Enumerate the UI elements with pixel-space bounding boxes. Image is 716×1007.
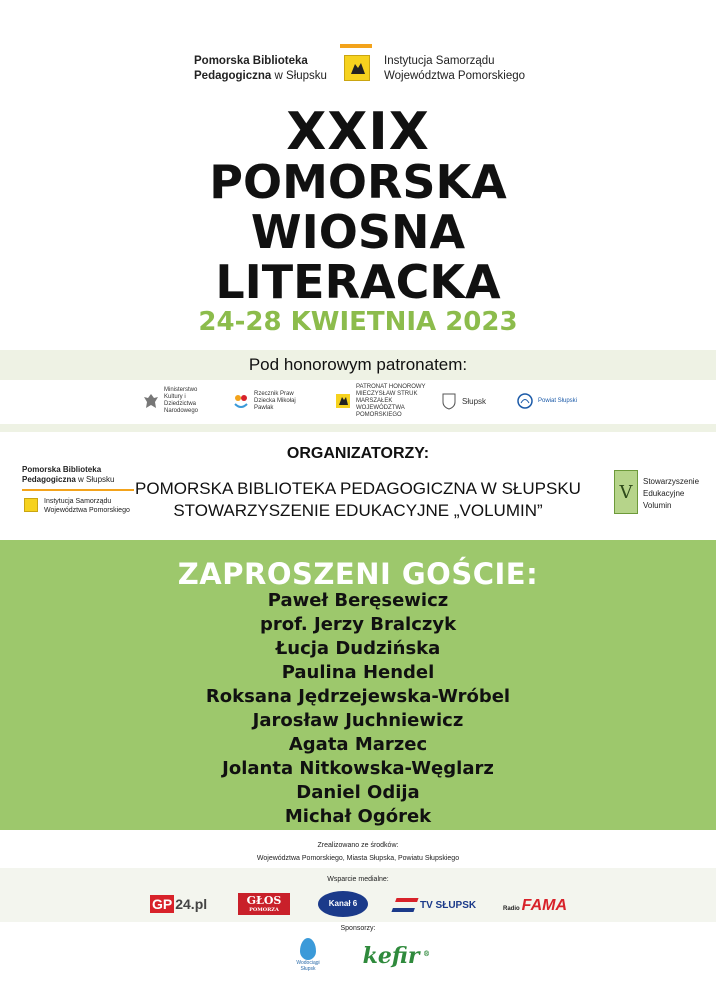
- gp24-logo: [150, 895, 207, 913]
- funding-sources: Województwa Pomorskiego, Miasta Słupska, Powiatu Słupskiego: [256, 855, 460, 862]
- library-logo-text: [194, 54, 327, 84]
- guest-name: Roksana Jędrzejewska-Wróbel: [205, 686, 511, 707]
- patron-county-label: Powiat Słupski: [538, 397, 578, 404]
- title-line-pomorska: POMORSKA: [209, 155, 507, 209]
- guest-name: Agata Marzec: [288, 734, 428, 755]
- guest-name: Paweł Beręsewicz: [267, 590, 449, 611]
- patron-ombudsman-label: Rzecznik Praw Dziecka Mikołaj Pawlak: [254, 390, 296, 411]
- organizers-heading: ORGANIZATORZY:: [286, 445, 430, 462]
- ombudsman-logo-icon: [232, 392, 250, 410]
- funding-heading: Zrealizowano ze środków:: [317, 842, 399, 849]
- patron-ministry: [142, 384, 212, 418]
- guest-name: Łucja Dudzińska: [275, 638, 441, 659]
- library-name-line2: Pedagogiczna: [194, 70, 272, 82]
- tv-slupsk-logo: [394, 895, 476, 915]
- library-city: w Słupsku: [271, 70, 327, 82]
- guest-name: Paulina Hendel: [281, 662, 435, 683]
- guest-name: Daniel Odija: [296, 782, 420, 803]
- patron-slupsk-label: Słupsk: [462, 396, 487, 406]
- volumin-book-icon: [614, 470, 638, 514]
- organizer-library-line1: Pomorska Biblioteka: [22, 465, 102, 474]
- glos-logo-title: GŁOS: [246, 894, 282, 907]
- volumin-letter: V: [619, 481, 633, 503]
- griffin-crest-icon: [334, 392, 352, 410]
- radio-fama-logo: [503, 895, 567, 915]
- radio-fama-prefix: Radio: [503, 906, 520, 912]
- library-name-line1: Pomorska Biblioteka: [194, 55, 308, 67]
- patron-slupsk: [440, 384, 500, 418]
- kanal6-logo: Kanał 6: [318, 891, 368, 917]
- organizer-line-volumin: STOWARZYSZENIE EDUKACYJNE „VOLUMIN”: [173, 501, 543, 520]
- organizer-library-city: w Słupsku: [75, 475, 115, 484]
- kefir-logo: [358, 942, 430, 970]
- organizer-line-library: POMORSKA BIBLIOTEKA PEDAGOGICZNA W SŁUPSKU: [135, 479, 581, 498]
- organizer-library-line2: Pedagogiczna: [22, 475, 76, 484]
- city-crest-icon: [440, 392, 458, 410]
- radio-fama-label: FAMA: [521, 897, 567, 914]
- registered-mark: ®: [423, 949, 430, 958]
- title-line-literacka: LITERACKA: [215, 255, 501, 309]
- wodociagi-city: Słupsk: [300, 966, 316, 972]
- organizer-institution-line1: Instytucja Samorządu: [44, 498, 112, 505]
- patron-ombudsman: [232, 384, 302, 418]
- gp24-logo-red: GP: [152, 896, 173, 912]
- volumin-line1: Stowarzyszenie: [643, 477, 700, 486]
- glos-logo-sub: POMORZA: [249, 907, 279, 913]
- gp24-logo-rest: 24.pl: [175, 896, 208, 912]
- sponsors-heading: Sponsorzy:: [340, 925, 376, 932]
- edition-number: XXIX: [286, 102, 430, 162]
- tv-slupsk-label: TV SŁUPSK: [420, 899, 477, 911]
- guest-name: prof. Jerzy Bralczyk: [259, 614, 457, 635]
- griffin-crest-icon: [344, 55, 370, 81]
- institution-line1: Instytucja Samorządu: [384, 55, 495, 67]
- patron-county: [516, 384, 586, 418]
- kefir-label: kefir: [362, 943, 420, 969]
- event-dates: 24-28 KWIETNIA 2023: [198, 307, 518, 337]
- glos-pomorza-logo: [238, 893, 290, 915]
- guest-name: Jarosław Juchniewicz: [252, 710, 464, 731]
- patron-marshal: [334, 384, 426, 418]
- patronage-heading: Pod honorowym patronatem:: [248, 355, 468, 374]
- guest-name: Jolanta Nitkowska-Węglarz: [222, 758, 494, 779]
- institution-text: [384, 54, 525, 84]
- volumin-line3: Volumin: [643, 501, 672, 510]
- title-line-wiosna: WIOSNA: [250, 205, 466, 259]
- water-drop-icon: [300, 938, 316, 960]
- patron-ministry-label: Ministerstwo Kultury i Dziedzictwa Narodowego: [164, 387, 199, 414]
- guests-heading: ZAPROSZENI GOŚCIE:: [177, 557, 539, 591]
- organizer-institution-line2: Województwa Pomorskiego: [44, 507, 130, 514]
- patron-marshal-label: PATRONAT HONOROWY MIECZYSŁAW STRUK MARSZAŁEK WOJEWÓDZTWA POMORSKIEGO: [356, 383, 426, 418]
- eagle-emblem-icon: [142, 392, 160, 410]
- media-heading: Wsparcie medialne:: [327, 876, 389, 883]
- volumin-line2: Edukacyjne: [643, 489, 685, 498]
- wodociagi-logo: [290, 938, 326, 974]
- volumin-logo-text: [643, 476, 699, 512]
- county-logo-icon: [516, 392, 534, 410]
- tv-stripes-icon: [391, 898, 418, 912]
- wodociagi-label: Wodociągi: [296, 960, 320, 966]
- patronage-band-bottom: [0, 424, 716, 432]
- guest-name: Michał Ogórek: [284, 806, 432, 827]
- institution-line2: Województwa Pomorskiego: [384, 70, 526, 82]
- header-orange-divider: [340, 44, 372, 48]
